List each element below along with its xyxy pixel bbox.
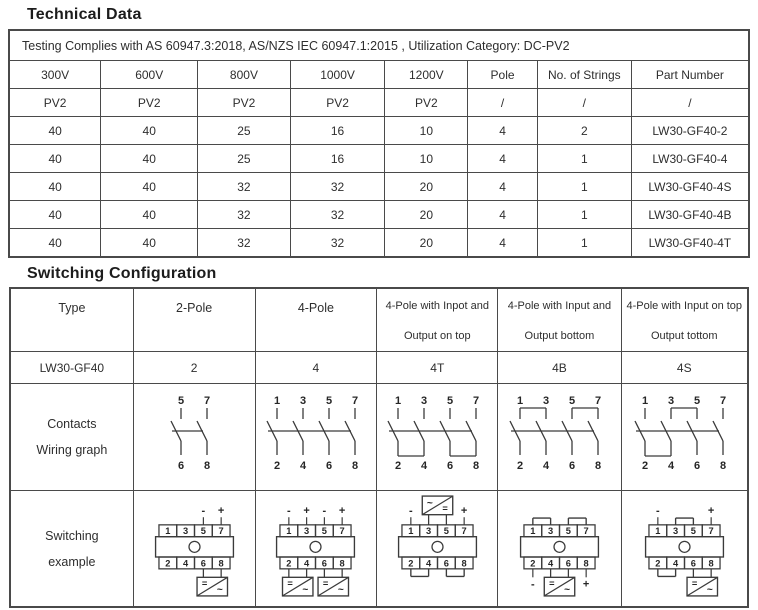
part-number-cell: LW30-GF40-2 xyxy=(631,117,749,145)
tech-cell: 16 xyxy=(290,145,385,173)
part-number-cell: / xyxy=(631,89,749,117)
model-cell: 4T xyxy=(377,352,498,384)
svg-text:1: 1 xyxy=(395,394,402,407)
svg-text:1: 1 xyxy=(286,526,292,537)
switch-device xyxy=(645,525,723,569)
tech-cell: 4 xyxy=(468,201,538,229)
tech-cell: 10 xyxy=(385,145,468,173)
svg-text:=: = xyxy=(691,578,698,589)
tech-data-row xyxy=(9,117,749,145)
svg-text:8: 8 xyxy=(583,558,589,569)
switch-col-header: 4-Pole with Inpot and Output on top xyxy=(377,288,498,352)
svg-text:3: 3 xyxy=(543,394,550,407)
svg-text:8: 8 xyxy=(351,459,358,472)
svg-text:2: 2 xyxy=(164,558,171,569)
svg-text:1: 1 xyxy=(408,526,414,537)
knob-icon xyxy=(189,542,200,553)
inverter-icon xyxy=(422,496,452,515)
tech-data-row xyxy=(9,201,749,229)
switching-example-label-line: Switching xyxy=(45,528,99,543)
contacts-cell-4B xyxy=(498,384,621,491)
svg-text:4: 4 xyxy=(299,459,306,472)
svg-text:+: + xyxy=(460,505,468,518)
svg-text:4: 4 xyxy=(425,558,431,569)
switch-col-header: 4-Pole with Input and Output bottom xyxy=(498,288,621,352)
tech-cell: 1 xyxy=(537,173,631,201)
svg-text:+: + xyxy=(217,505,224,518)
svg-text:7: 7 xyxy=(583,526,589,537)
svg-text:2: 2 xyxy=(286,558,292,569)
svg-text:7: 7 xyxy=(204,394,211,407)
svg-text:7: 7 xyxy=(595,394,602,407)
svg-text:1: 1 xyxy=(655,526,661,537)
svg-text:4: 4 xyxy=(668,459,675,472)
svg-text:4: 4 xyxy=(543,459,550,472)
svg-text:5: 5 xyxy=(443,526,449,537)
svg-text:2: 2 xyxy=(395,459,402,472)
switch-model-row xyxy=(10,352,748,384)
svg-text:2: 2 xyxy=(642,459,649,472)
tech-data-row xyxy=(9,173,749,201)
tech-cell: 32 xyxy=(290,229,385,258)
model-cell: 4 xyxy=(255,352,377,384)
contacts-diagram-4S xyxy=(631,395,737,475)
svg-text:7: 7 xyxy=(708,526,714,537)
switching-configuration-body xyxy=(10,288,748,607)
tech-cell: 20 xyxy=(385,229,468,258)
svg-text:3: 3 xyxy=(304,526,310,537)
tech-cell: 40 xyxy=(101,145,198,173)
tech-cell: 4 xyxy=(468,145,538,173)
svg-text:6: 6 xyxy=(447,459,454,472)
contacts-diagram-2 xyxy=(141,395,247,475)
part-number-cell: LW30-GF40-4 xyxy=(631,145,749,173)
tech-cell: 1 xyxy=(537,201,631,229)
tech-cell: 25 xyxy=(198,117,291,145)
tech-cell: 32 xyxy=(198,229,291,258)
tech-col-header: 600V xyxy=(101,61,198,89)
svg-text:7: 7 xyxy=(218,526,224,537)
switching-example-cell-4T xyxy=(377,491,498,608)
contacts-wiring-label xyxy=(10,384,133,491)
inverter-icon xyxy=(318,578,348,597)
svg-text:2: 2 xyxy=(530,558,536,569)
switching-example-label xyxy=(10,491,133,608)
svg-text:1: 1 xyxy=(642,394,649,407)
svg-text:6: 6 xyxy=(178,459,185,472)
tech-col-header: 1000V xyxy=(290,61,385,89)
svg-text:4: 4 xyxy=(304,558,310,569)
svg-text:1: 1 xyxy=(530,526,536,537)
svg-text:6: 6 xyxy=(569,459,576,472)
tech-col-header: Part Number xyxy=(631,61,749,89)
tech-cell: / xyxy=(468,89,538,117)
knob-icon xyxy=(679,542,690,553)
contacts-wiring-label-line: Contacts xyxy=(47,417,97,432)
tech-col-header: 1200V xyxy=(385,61,468,89)
svg-text:2: 2 xyxy=(273,459,280,472)
svg-text:6: 6 xyxy=(443,558,449,569)
svg-text:7: 7 xyxy=(473,394,480,407)
tech-cell: 25 xyxy=(198,145,291,173)
tech-cell: PV2 xyxy=(101,89,198,117)
contacts-cell-4 xyxy=(255,384,377,491)
svg-text:2: 2 xyxy=(517,459,524,472)
switch-device xyxy=(520,525,598,569)
tech-cell: 4 xyxy=(468,117,538,145)
svg-text:3: 3 xyxy=(421,394,428,407)
tech-col-header: No. of Strings xyxy=(537,61,631,89)
tech-cell: 16 xyxy=(290,117,385,145)
inverter-icon xyxy=(283,578,313,597)
tech-cell: 32 xyxy=(198,173,291,201)
svg-text:7: 7 xyxy=(351,394,358,407)
svg-text:5: 5 xyxy=(325,394,332,407)
svg-text:-: - xyxy=(530,578,535,591)
switching-example-cell-2 xyxy=(133,491,255,608)
svg-text:6: 6 xyxy=(694,459,701,472)
tech-cell: 4 xyxy=(468,229,538,258)
svg-text:4: 4 xyxy=(547,558,554,569)
tech-cell: 40 xyxy=(9,229,101,258)
svg-text:6: 6 xyxy=(565,558,571,569)
knob-icon xyxy=(310,542,321,553)
switching-example-diagram-4B xyxy=(512,491,607,601)
switching-example-diagram-4T xyxy=(390,491,485,601)
svg-text:3: 3 xyxy=(672,526,678,537)
contacts-cell-2 xyxy=(133,384,255,491)
svg-text:~: ~ xyxy=(216,584,223,596)
svg-text:5: 5 xyxy=(178,394,185,407)
svg-text:3: 3 xyxy=(182,526,188,537)
svg-text:8: 8 xyxy=(473,459,480,472)
switch-device xyxy=(277,525,355,569)
svg-text:7: 7 xyxy=(720,394,727,407)
model-cell: 4S xyxy=(621,352,748,384)
svg-text:8: 8 xyxy=(595,459,602,472)
svg-text:4: 4 xyxy=(182,558,188,569)
tech-cell: 40 xyxy=(9,117,101,145)
svg-text:3: 3 xyxy=(668,394,675,407)
tech-cell: 40 xyxy=(9,145,101,173)
inverter-icon xyxy=(544,578,574,597)
switch-header-row xyxy=(10,288,748,352)
svg-text:8: 8 xyxy=(461,558,467,569)
tech-cell: PV2 xyxy=(198,89,291,117)
svg-text:+: + xyxy=(303,505,311,518)
tech-cell: PV2 xyxy=(9,89,101,117)
contacts-diagram-4B xyxy=(506,395,612,475)
tech-data-row xyxy=(9,229,749,258)
compliance-statement: Testing Complies with AS 60947.3:2018, AS/NZS IEC 60947.1:2015 , Utilization Category: DC-PV2 xyxy=(9,30,749,61)
svg-text:2: 2 xyxy=(655,558,661,569)
svg-text:1: 1 xyxy=(164,526,171,537)
switching-example-diagram-4 xyxy=(268,491,363,601)
svg-text:-: - xyxy=(201,505,205,518)
svg-text:=: = xyxy=(549,578,555,589)
svg-text:3: 3 xyxy=(547,526,554,537)
tech-cell: 20 xyxy=(385,173,468,201)
tech-cell: 40 xyxy=(101,173,198,201)
section-title-technical-data: Technical Data xyxy=(27,6,142,23)
tech-cell: 40 xyxy=(9,173,101,201)
switching-example-row xyxy=(10,491,748,608)
tech-cell: 40 xyxy=(101,229,198,258)
tech-data-row xyxy=(9,89,749,117)
tech-header-row xyxy=(9,61,749,89)
contacts-cell-4T xyxy=(377,384,498,491)
knob-icon xyxy=(554,542,565,553)
tech-cell: 2 xyxy=(537,117,631,145)
svg-text:=: = xyxy=(201,578,207,589)
svg-text:5: 5 xyxy=(200,526,206,537)
svg-text:-: - xyxy=(655,505,660,518)
svg-text:4: 4 xyxy=(672,558,678,569)
contacts-wiring-label-line: Wiring graph xyxy=(36,443,108,458)
switching-example-cell-4 xyxy=(255,491,377,608)
tech-cell: 40 xyxy=(9,201,101,229)
svg-text:6: 6 xyxy=(322,558,328,569)
model-cell: LW30-GF40 xyxy=(10,352,133,384)
tech-cell: 20 xyxy=(385,201,468,229)
inverter-icon xyxy=(687,578,717,597)
svg-text:8: 8 xyxy=(218,558,224,569)
tech-cell: 32 xyxy=(290,173,385,201)
tech-cell: 40 xyxy=(101,117,198,145)
svg-text:~: ~ xyxy=(338,584,345,596)
tech-cell: 10 xyxy=(385,117,468,145)
inverter-icon xyxy=(197,578,227,597)
tech-cell: PV2 xyxy=(385,89,468,117)
contacts-cell-4S xyxy=(621,384,748,491)
svg-text:+: + xyxy=(707,505,715,518)
svg-text:8: 8 xyxy=(204,459,211,472)
part-number-cell: LW30-GF40-4T xyxy=(631,229,749,258)
svg-text:3: 3 xyxy=(299,394,306,407)
model-cell: 2 xyxy=(133,352,255,384)
knob-icon xyxy=(432,542,443,553)
section-title-switching-configuration: Switching Configuration xyxy=(27,265,217,282)
svg-text:5: 5 xyxy=(690,526,696,537)
svg-text:~: ~ xyxy=(706,584,713,596)
part-number-cell: LW30-GF40-4B xyxy=(631,201,749,229)
svg-text:5: 5 xyxy=(565,526,571,537)
compliance-row xyxy=(9,30,749,61)
svg-text:~: ~ xyxy=(302,584,309,596)
tech-col-header: Pole xyxy=(468,61,538,89)
tech-cell: 32 xyxy=(290,201,385,229)
svg-text:~: ~ xyxy=(426,498,433,510)
technical-data-table xyxy=(8,29,750,258)
svg-text:6: 6 xyxy=(200,558,206,569)
svg-text:-: - xyxy=(408,505,413,518)
svg-text:5: 5 xyxy=(447,394,454,407)
tech-col-header: 300V xyxy=(9,61,101,89)
tech-col-header: 800V xyxy=(198,61,291,89)
svg-text:-: - xyxy=(322,505,327,518)
switching-example-cell-4B xyxy=(498,491,621,608)
switch-col-header: 4-Pole xyxy=(255,288,377,352)
svg-text:5: 5 xyxy=(322,526,328,537)
tech-cell: 40 xyxy=(101,201,198,229)
svg-text:5: 5 xyxy=(569,394,576,407)
svg-text:3: 3 xyxy=(425,526,431,537)
svg-text:1: 1 xyxy=(517,394,524,407)
tech-cell: / xyxy=(537,89,631,117)
svg-text:=: = xyxy=(323,578,329,589)
tech-cell: 4 xyxy=(468,173,538,201)
svg-text:6: 6 xyxy=(690,558,696,569)
tech-cell: 32 xyxy=(198,201,291,229)
contacts-diagram-4T xyxy=(384,395,490,475)
tech-cell: 1 xyxy=(537,229,631,258)
switching-example-cell-4S xyxy=(621,491,748,608)
svg-text:2: 2 xyxy=(408,558,414,569)
svg-text:7: 7 xyxy=(461,526,467,537)
svg-text:8: 8 xyxy=(339,558,346,569)
svg-text:=: = xyxy=(287,578,294,589)
technical-data-body xyxy=(9,30,749,257)
svg-text:+: + xyxy=(582,578,590,591)
switch-device xyxy=(398,525,476,569)
contacts-diagram-4 xyxy=(263,395,369,475)
svg-text:8: 8 xyxy=(708,558,714,569)
tech-cell: PV2 xyxy=(290,89,385,117)
svg-text:~: ~ xyxy=(564,584,570,596)
switching-example-diagram-4S xyxy=(637,491,732,601)
svg-text:=: = xyxy=(442,503,448,514)
svg-text:4: 4 xyxy=(421,459,428,472)
switching-configuration-table xyxy=(9,287,749,608)
contacts-row xyxy=(10,384,748,491)
svg-text:5: 5 xyxy=(694,394,701,407)
switch-device xyxy=(155,525,233,569)
tech-cell: 1 xyxy=(537,145,631,173)
svg-text:1: 1 xyxy=(273,394,280,407)
switching-example-diagram-2 xyxy=(147,491,242,601)
svg-text:7: 7 xyxy=(339,526,346,537)
svg-text:6: 6 xyxy=(325,459,332,472)
svg-text:+: + xyxy=(339,505,346,518)
svg-text:-: - xyxy=(287,505,292,518)
model-cell: 4B xyxy=(498,352,621,384)
switching-example-label-line: example xyxy=(48,554,96,569)
switch-col-header: 2-Pole xyxy=(133,288,255,352)
switch-col-header: 4-Pole with Input on top Output tottom xyxy=(621,288,748,352)
part-number-cell: LW30-GF40-4S xyxy=(631,173,749,201)
svg-text:8: 8 xyxy=(720,459,727,472)
tech-data-row xyxy=(9,145,749,173)
switch-col-header: Type xyxy=(10,288,133,352)
